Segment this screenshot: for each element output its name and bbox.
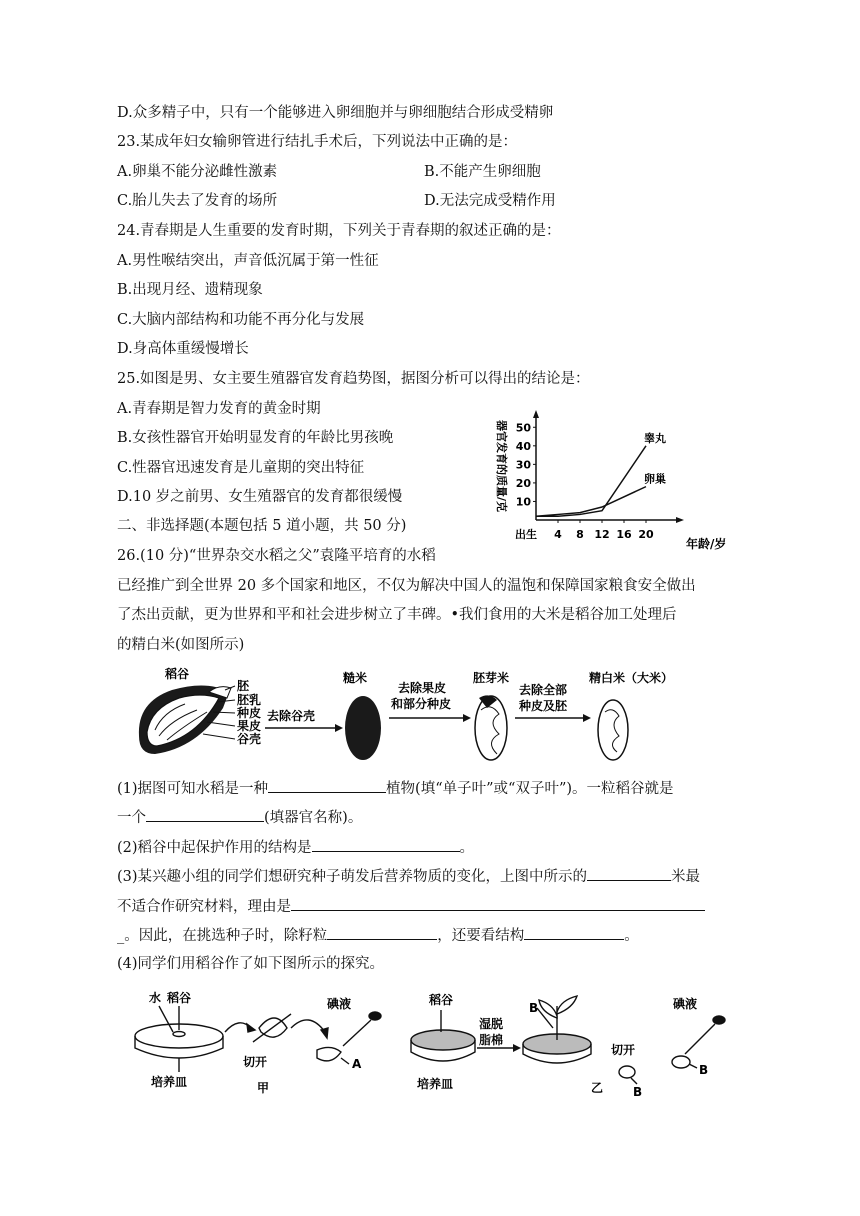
part-pericarp: 果皮 xyxy=(237,719,262,733)
q1-text-b: 植物(填“单子叶”或“双子叶”)。一粒稻谷就是 xyxy=(386,781,674,797)
y-tick-label: 40 xyxy=(515,439,531,453)
q3-text-f: 。 xyxy=(624,928,639,944)
exp2-cotton-a: 湿脱 xyxy=(479,1017,504,1031)
step1-label: 去除谷壳 xyxy=(267,709,316,723)
exp-label-a: A xyxy=(352,1057,362,1071)
exp-water-label: 水 xyxy=(149,991,162,1005)
cut-seed-b3 xyxy=(672,1056,697,1068)
sub-question-3-line3 xyxy=(117,924,639,946)
exp-yi-label: 乙 xyxy=(591,1081,604,1095)
option-25-c: C.性器官迅速发育是儿童期的突出特征 xyxy=(117,460,365,476)
brown-rice-grain xyxy=(345,696,381,760)
exp-arrow-b xyxy=(291,1020,328,1038)
question-23: 23.某成年妇女输卵管进行结扎手术后，下列说法中正确的是： xyxy=(117,134,518,150)
part-husk: 谷壳 xyxy=(237,732,262,746)
option-23-b: B.不能产生卵细胞 xyxy=(424,164,541,180)
x-tick-label: 8 xyxy=(576,528,584,541)
q3-text-a: (3)某兴趣小组的同学们想研究种子萌发后营养物质的变化，上图中所示的 xyxy=(117,869,588,885)
rice-processing-figure xyxy=(127,662,727,768)
exp-cut-label: 切开 xyxy=(243,1055,268,1069)
part-endosperm: 胚乳 xyxy=(237,693,262,707)
q2-text-b: 。 xyxy=(459,840,475,856)
sub-question-2 xyxy=(117,836,474,858)
series-line-0 xyxy=(536,446,646,516)
q3-text-b: 米最 xyxy=(671,869,701,885)
exp-jia-label: 甲 xyxy=(257,1081,270,1095)
part-embryo: 胚 xyxy=(237,679,250,693)
sub-question-1-line2 xyxy=(117,806,362,828)
exp-arrow-a xyxy=(225,1023,255,1032)
chart-axes xyxy=(533,410,684,523)
chart-x-axis-arrow xyxy=(676,517,684,523)
dropper-1 xyxy=(343,1012,381,1046)
exp2-rice-label: 稻谷 xyxy=(429,993,454,1007)
exp2-cut-label: 切开 xyxy=(611,1043,636,1057)
x-tick-label: 出生 xyxy=(515,528,537,541)
q1-text-a: (1)据图可知水稻是一种 xyxy=(117,781,269,797)
petri-dish-2 xyxy=(411,1010,475,1061)
question-26-line2: 已经推广到全世界 20 多个国家和地区，不仅为解决中国人的温饱和保障国家粮食安全做出 xyxy=(117,578,696,594)
option-25-b: B.女孩性器官开始明显发育的年龄比男孩晚 xyxy=(117,430,394,446)
q3-text-c: 不适合作研究材料，理由是 xyxy=(117,899,291,915)
sub-question-3-line2 xyxy=(117,895,705,917)
exp2-label-b: B xyxy=(529,1001,539,1015)
option-24-b: B.出现月经、遗精现象 xyxy=(117,282,263,298)
cut-seed-b xyxy=(619,1066,637,1084)
q1-text-c: 一个 xyxy=(117,810,146,826)
x-tick-label: 20 xyxy=(638,528,654,541)
y-tick-label: 10 xyxy=(515,495,531,509)
option-23-d: D.无法完成受精作用 xyxy=(424,193,556,209)
option-23-c: C.胎儿失去了发育的场所 xyxy=(117,193,278,209)
sub-question-1-line1 xyxy=(117,777,674,799)
step3-label-b: 种皮及胚 xyxy=(519,699,568,713)
dropper-2 xyxy=(685,1016,725,1054)
series-label-0: 睾丸 xyxy=(644,431,666,445)
option-23-a: A.卵巢不能分泌雌性激素 xyxy=(117,164,278,180)
brown-rice-label: 糙米 xyxy=(343,671,368,685)
answer-blank-7[interactable] xyxy=(524,924,624,940)
exp2-cotton-b: 脂棉 xyxy=(479,1033,504,1047)
option-24-a: A.男性喉结突出，声音低沉属于第一性征 xyxy=(117,253,379,269)
step2-label-a: 去除果皮 xyxy=(398,681,447,695)
question-26-line3: 了杰出贡献，更为世界和平和社会进步树立了丰碑。•我们食用的大米是稻谷加工处理后 xyxy=(117,607,677,623)
arrow-3 xyxy=(515,714,591,722)
sub-question-4: (4)同学们用稻谷作了如下图所示的探究。 xyxy=(117,956,385,972)
exp2-label-b3: B xyxy=(699,1063,709,1077)
y-tick-label: 30 xyxy=(515,458,531,472)
q1-text-d: (填器官名称)。 xyxy=(264,810,363,826)
y-tick-label: 50 xyxy=(515,421,531,435)
knife-cut-drawing xyxy=(253,1014,291,1042)
exp2-label-b2: B xyxy=(633,1085,643,1099)
x-tick-label: 4 xyxy=(554,528,562,541)
y-tick-label: 20 xyxy=(515,476,531,490)
step3-label-a: 去除全部 xyxy=(519,683,568,697)
exp2-iodine-label: 碘液 xyxy=(673,997,698,1011)
rice-grain-drawing xyxy=(139,685,231,754)
experiment-figure xyxy=(127,988,757,1100)
white-rice-grain xyxy=(598,700,628,760)
option-23-prev-d: D.众多精子中，只有一个能够进入卵细胞并与卵细胞结合形成受精卵 xyxy=(117,105,554,121)
germ-rice-label: 胚芽米 xyxy=(473,671,510,685)
option-25-a: A.青春期是智力发育的黄金时期 xyxy=(117,401,321,417)
question-26-line4: 的精白米(如图所示) xyxy=(117,637,245,653)
q3-text-e: ，还要看结构 xyxy=(437,928,525,944)
question-24: 24.青春期是人生重要的发育时期，下列关于青春期的叙述正确的是： xyxy=(117,223,561,239)
exp-iodine-label: 碘液 xyxy=(327,997,352,1011)
sub-question-3-line1 xyxy=(117,865,700,887)
option-24-c: C.大脑内部结构和功能不再分化与发展 xyxy=(117,312,365,328)
petri-dish-1 xyxy=(135,1006,223,1072)
chart-y-label: 器官发育的质量/克 xyxy=(495,419,508,513)
q3-text-d: _。因此，在挑选种子时，除籽粒 xyxy=(117,928,328,944)
series-label-1: 卵巢 xyxy=(644,472,666,486)
rice-grain-title: 稻谷 xyxy=(165,667,190,681)
question-26-line1: 26.(10 分)“世界杂交水稻之父”袁隆平培育的水稻 xyxy=(117,548,436,564)
germ-rice-grain xyxy=(475,695,507,760)
answer-blank-2[interactable] xyxy=(146,806,264,822)
chart-y-axis-arrow xyxy=(533,410,539,418)
part-seed-coat: 种皮 xyxy=(237,706,262,720)
answer-blank-3[interactable] xyxy=(312,836,460,852)
section-2-heading: 二、非选择题(本题包括 5 道小题，共 50 分) xyxy=(117,518,407,534)
option-24-d: D.身高体重缓慢增长 xyxy=(117,341,249,357)
cut-seed-a xyxy=(317,1047,349,1064)
answer-blank-1[interactable] xyxy=(268,777,386,793)
organ-development-chart xyxy=(478,408,728,556)
answer-blank-5[interactable] xyxy=(291,895,705,911)
arrow-1 xyxy=(265,724,343,732)
chart-x-label: 年龄/岁 xyxy=(686,537,727,551)
q2-text-a: (2)稻谷中起保护作用的结构是 xyxy=(117,840,312,856)
white-rice-label: 精白米（大米） xyxy=(589,671,674,685)
exp2-dish-label: 培养皿 xyxy=(417,1077,454,1091)
answer-blank-4[interactable] xyxy=(587,865,671,881)
answer-blank-6[interactable] xyxy=(327,924,437,940)
question-25: 25.如图是男、女主要生殖器官发育趋势图，据图分析可以得出的结论是： xyxy=(117,371,590,387)
x-tick-label: 16 xyxy=(616,528,632,541)
exp-rice-label: 稻谷 xyxy=(167,991,192,1005)
x-tick-label: 12 xyxy=(594,528,610,541)
option-25-d: D.10 岁之前男、女生殖器官的发育都很缓慢 xyxy=(117,489,403,505)
arrow-2 xyxy=(389,714,471,722)
step2-label-b: 和部分种皮 xyxy=(391,697,452,711)
chart-series xyxy=(536,431,666,516)
exp-dish-label: 培养皿 xyxy=(151,1075,188,1089)
